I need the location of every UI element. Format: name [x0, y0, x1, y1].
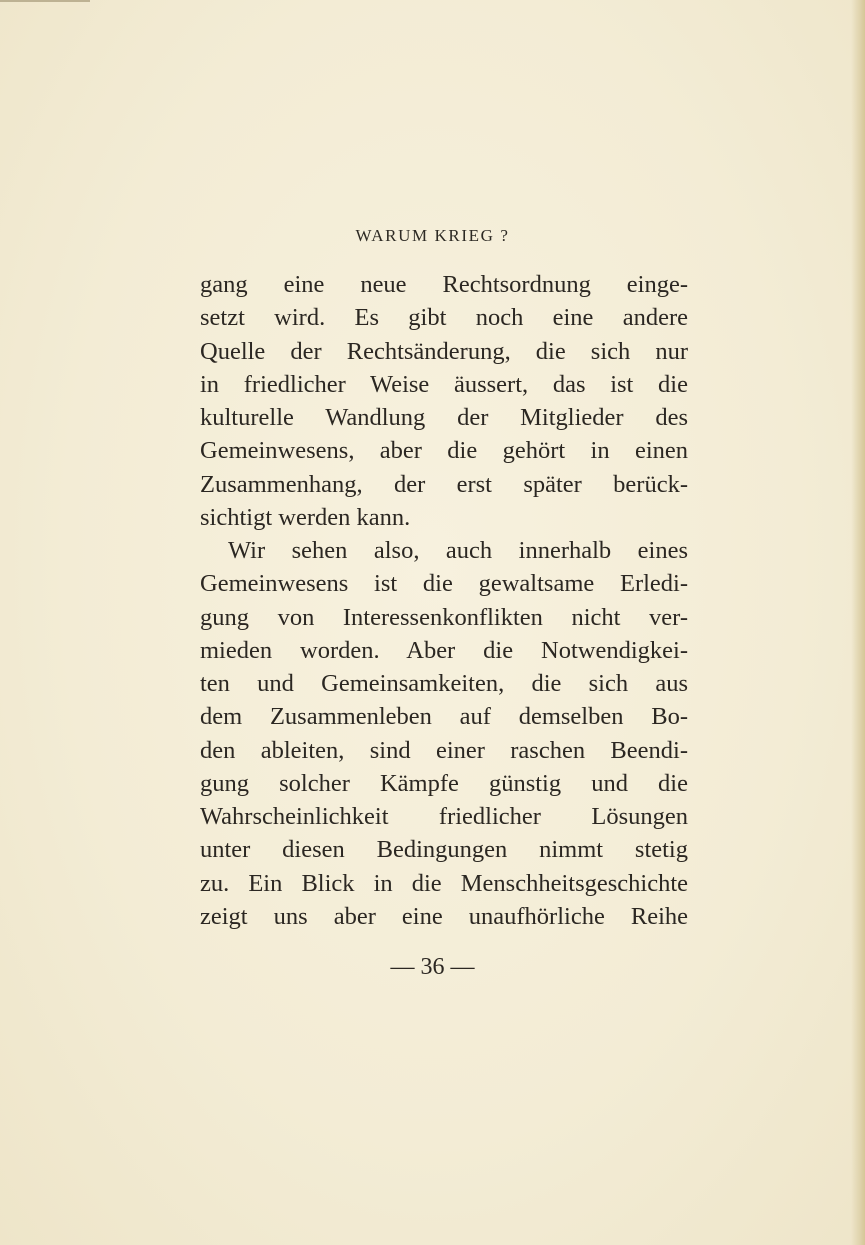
- text-line: Gemeinwesens, aber die gehört in einen: [200, 437, 688, 465]
- text-line: gung solcher Kämpfe günstig und die: [200, 769, 688, 797]
- text-line: setzt wird. Es gibt noch eine andere: [200, 304, 688, 332]
- page-number: — 36 —: [390, 954, 475, 980]
- text-line: in friedlicher Weise äussert, das ist die: [200, 370, 688, 398]
- text-line: Wir sehen also, auch innerhalb eines: [228, 537, 688, 564]
- text-line: mieden worden. Aber die Notwendigkei-: [200, 636, 688, 664]
- text-line: zu. Ein Blick in die Menschheitsgeschichte: [200, 869, 688, 897]
- text-line: Quelle der Rechtsänderung, die sich nur: [200, 337, 688, 365]
- text-line: Wahrscheinlichkeit friedlicher Lösungen: [200, 803, 688, 830]
- text-line: dem Zusammenleben auf demselben Bo-: [200, 703, 688, 731]
- text-line: den ableiten, sind einer raschen Beendi-: [200, 736, 688, 764]
- text-line: zeigt uns aber eine unaufhörliche Reihe: [200, 902, 688, 930]
- body-text: [200, 268, 688, 933]
- running-head: WARUM KRIEG ?: [355, 226, 510, 245]
- page-top-edge: [0, 0, 90, 2]
- text-line: Gemeinwesens ist die gewaltsame Erledi-: [200, 570, 688, 598]
- text-line: gung von Interessenkonflikten nicht ver-: [200, 603, 688, 631]
- page-right-edge: [851, 0, 865, 1245]
- text-line: ten und Gemeinsamkeiten, die sich aus: [200, 670, 688, 697]
- text-line: gang eine neue Rechtsordnung einge-: [200, 271, 688, 298]
- text-line: unter diesen Bedingungen nimmt stetig: [200, 836, 688, 864]
- text-line: kulturelle Wandlung der Mitglieder des: [200, 404, 688, 431]
- text-line: sichtigt werden kann.: [200, 503, 411, 531]
- text-line: Zusammenhang, der erst später berück-: [200, 470, 688, 498]
